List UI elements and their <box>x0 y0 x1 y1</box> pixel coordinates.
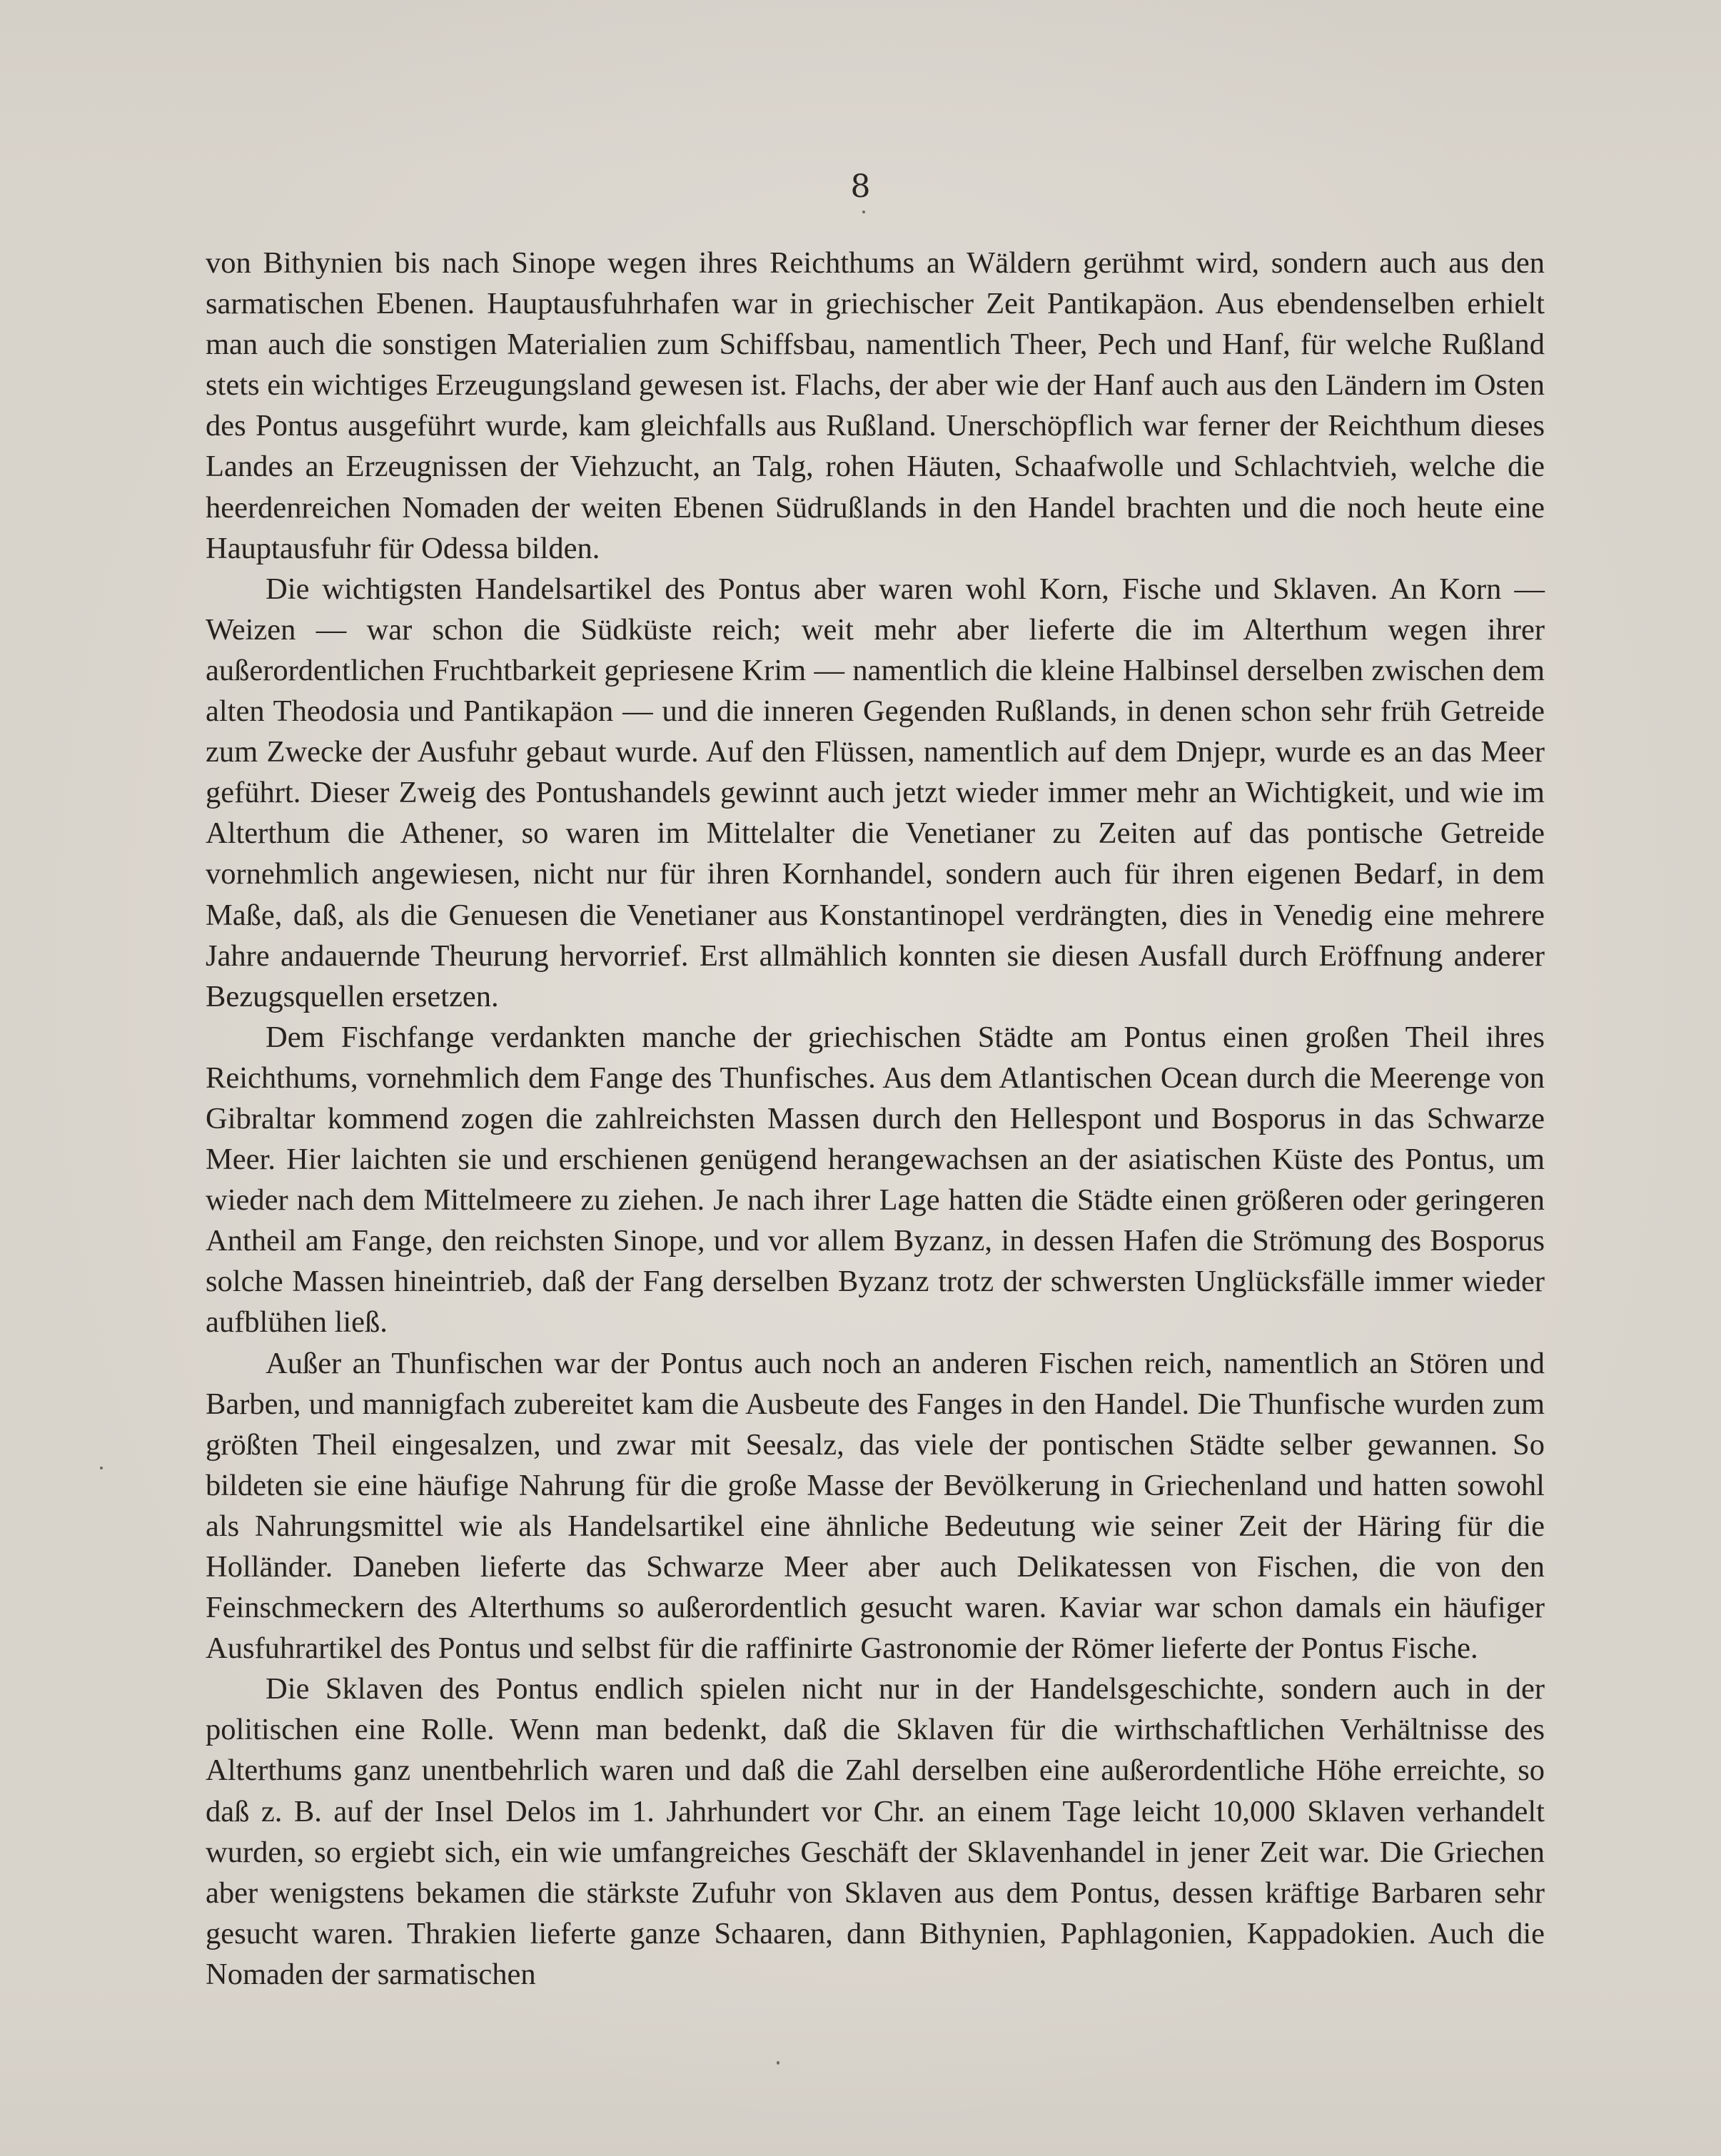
paragraph-3: Dem Fischfange verdankten manche der griechischen Städte am Pontus einen großen Theil ihres Reichthums, vornehmlich dem Fange des Thunfisches. Aus dem Atlantischen Ocean durch die Meerenge von Gibraltar kommend zogen die zahlreichsten Massen durch den Hellespont und Bosporus in das Schwarze Meer. Hier laichten sie und erschienen genügend herangewachsen an der asiatischen Küste des Pontus, um wieder nach dem Mittelmeere zu ziehen. Je nach ihrer Lage hatten die Städte einen größeren oder geringeren Antheil am Fange, den reichsten Sinope, und vor allem Byzanz, in dessen Hafen die Strömung des Bosporus solche Massen hineintrieb, daß der Fang derselben Byzanz trotz der schwersten Unglücksfälle immer wieder aufblühen ließ. <box>206 1020 1545 1340</box>
paragraph-5: Die Sklaven des Pontus endlich spielen nicht nur in der Handelsgeschichte, sondern auch in der politischen eine Rolle. Wenn man bedenkt, daß die Sklaven für die wirthschaftlichen Verhältnisse des Alterthums ganz unentbehrlich waren und daß die Zahl derselben eine außerordentliche Höhe erreichte, so daß z. B. auf der Insel Delos im 1. Jahrhundert vor Chr. an einem Tage leicht 10,000 Sklaven verhandelt wurden, so ergiebt sich, ein wie umfangreiches Geschäft der Sklavenhandel in jener Zeit war. Die Griechen aber wenigstens bekamen die stärkste Zufuhr von Sklaven aus dem Pontus, dessen kräftige Barbaren sehr gesucht waren. Thrakien lieferte ganze Schaaren, dann Bithynien, Paphlagonien, Kappadokien. Auch die Nomaden der sarmatischen <box>206 1672 1545 1991</box>
paper-speck <box>100 1467 103 1469</box>
paragraph-1: von Bithynien bis nach Sinope wegen ihres Reichthums an Wäldern gerühmt wird, sondern auch aus den sarmatischen Ebenen. Hauptausfuhrhafen war in griechischer Zeit Pantikapäon. Aus ebendenselben erhielt man auch die sonstigen Materialien zum Schiffsbau, namentlich Theer, Pech und Hanf, für welche Rußland stets ein wichtiges Erzeugungsland gewesen ist. Flachs, der aber wie der Hanf auch aus den Ländern im Osten des Pontus ausgeführt wurde, kam gleichfalls aus Rußland. Unerschöpflich war ferner der Reichthum dieses Landes an Erzeugnissen der Viehzucht, an Talg, rohen Häuten, Schaafwolle und Schlachtvieh, welche die heerdenreichen Nomaden der weiten Ebenen Südrußlands in den Handel brachten und die noch heute eine Hauptausfuhr für Odessa bilden. <box>206 246 1545 565</box>
page-number: 8 <box>850 168 871 205</box>
paragraph-2: Die wichtigsten Handelsartikel des Pontus aber waren wohl Korn, Fische und Sklaven. An Korn — Weizen — war schon die Südküste reich; weit mehr aber lieferte die im Alterthum wegen ihrer außerordentlichen Fruchtbarkeit gepriesene Krim — namentlich die kleine Halbinsel derselben zwischen dem alten Theodosia und Pantikapäon — und die inneren Gegenden Rußlands, in denen schon sehr früh Getreide zum Zwecke der Ausfuhr gebaut wurde. Auf den Flüssen, namentlich auf dem Dnjepr, wurde es an das Meer geführt. Dieser Zweig des Pontushandels gewinnt auch jetzt wieder immer mehr an Wichtigkeit, und wie im Alterthum die Athener, so waren im Mittelalter die Venetianer zu Zeiten auf das pontische Getreide vornehmlich angewiesen, nicht nur für ihren Kornhandel, sondern auch für ihren eigenen Bedarf, in dem Maße, daß, als die Genuesen die Venetianer aus Konstantinopel verdrängten, dies in Venedig eine mehrere Jahre andauernde Theurung hervorrief. Erst allmählich konnten sie diesen Ausfall durch Eröffnung anderer Bezugsquellen ersetzen. <box>206 572 1545 1013</box>
body-text <box>206 243 1545 1995</box>
paper-speck <box>777 2061 779 2065</box>
paper-speck <box>862 211 865 213</box>
paragraph-4: Außer an Thunfischen war der Pontus auch noch an anderen Fischen reich, namentlich an Stören und Barben, und mannigfach zubereitet kam die Ausbeute des Fanges in den Handel. Die Thunfische wurden zum größten Theil eingesalzen, und zwar mit Seesalz, das viele der pontischen Städte selber gewannen. So bildeten sie eine häufige Nahrung für die große Masse der Bevölkerung in Griechenland und hatten sowohl als Nahrungsmittel wie als Handelsartikel eine ähnliche Bedeutung wie seiner Zeit der Häring für die Holländer. Daneben lieferte das Schwarze Meer aber auch Delikatessen von Fischen, die von den Feinschmeckern des Alterthums so außerordentlich gesucht waren. Kaviar war schon damals ein häufiger Ausfuhrartikel des Pontus und selbst für die raffinirte Gastronomie der Römer lieferte der Pontus Fische. <box>206 1346 1545 1666</box>
